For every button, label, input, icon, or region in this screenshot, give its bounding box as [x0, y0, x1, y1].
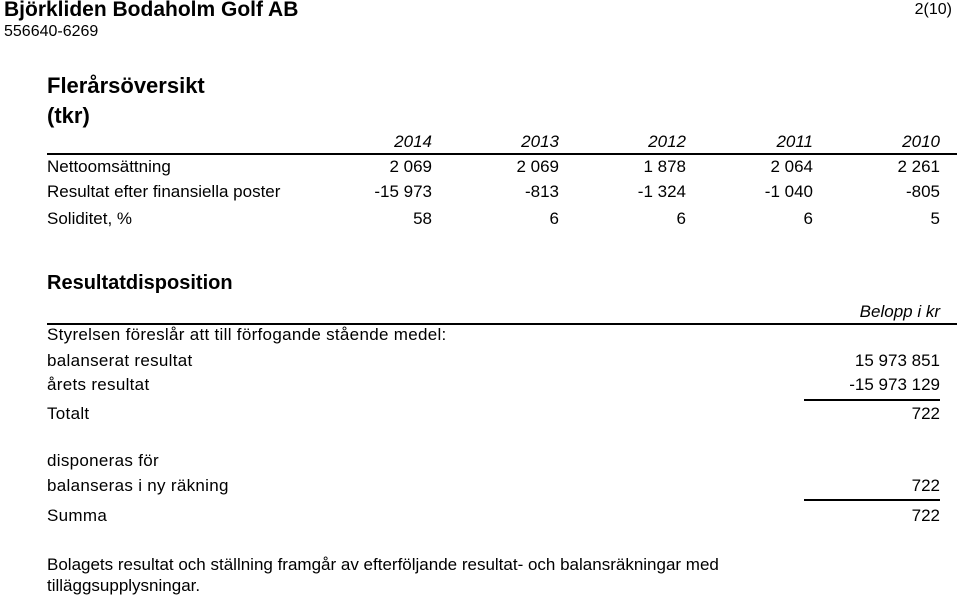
cell-value: -805	[905, 182, 940, 201]
dispose-heading: disponeras för	[47, 451, 159, 470]
dispose-label: balanseras i ny räkning	[47, 476, 229, 495]
disposition-intro: Styrelsen föreslår att till förfogande stående medel:	[47, 325, 447, 344]
cell-value: 2 064	[770, 157, 813, 176]
year-header: 2010	[902, 132, 940, 151]
overview-subtitle: (tkr)	[47, 103, 90, 128]
company-name: Björkliden Bodaholm Golf AB	[4, 0, 299, 21]
cell-value: -813	[524, 182, 559, 201]
unit-label: Belopp i kr	[859, 302, 940, 321]
year-header: 2011	[776, 132, 813, 151]
cell-value: 2 069	[389, 157, 432, 176]
sum-label: Summa	[47, 506, 108, 525]
item-value: 15 973 851	[854, 351, 940, 370]
total-label: Totalt	[47, 404, 90, 423]
cell-value: 6	[803, 209, 813, 228]
cell-value: -1 324	[637, 182, 686, 201]
cell-value: -15 973	[374, 182, 432, 201]
year-header: 2014	[394, 132, 432, 151]
cell-value: 1 878	[643, 157, 686, 176]
total-value: 722	[911, 404, 940, 423]
disposition-title: Resultatdisposition	[47, 272, 233, 294]
cell-value: 5	[930, 209, 940, 228]
subtotal-rule	[804, 399, 940, 401]
cell-value: 2 261	[897, 157, 940, 176]
row-label: Nettoomsättning	[47, 157, 171, 176]
footer-text-line2: tilläggsupplysningar.	[47, 576, 201, 595]
overview-title: Flerårsöversikt	[47, 73, 205, 98]
year-header: 2013	[521, 132, 559, 151]
dispose-value: 722	[911, 476, 940, 495]
cell-value: 6	[549, 209, 559, 228]
cell-value: 6	[676, 209, 686, 228]
sum-rule	[804, 499, 940, 501]
footer-text-line1: Bolagets resultat och ställning framgår av efterföljande resultat- och balansräkningar med	[47, 555, 719, 574]
header-rule	[47, 153, 957, 155]
year-header: 2012	[648, 132, 686, 151]
row-label: Soliditet, %	[47, 209, 133, 228]
item-value: -15 973 129	[849, 375, 940, 394]
item-label: balanserat resultat	[47, 351, 193, 370]
cell-value: 58	[413, 209, 432, 228]
sum-value: 722	[911, 506, 940, 525]
row-label: Resultat efter finansiella poster	[47, 182, 281, 201]
org-number: 556640-6269	[4, 23, 99, 40]
cell-value: -1 040	[764, 182, 813, 201]
item-label: årets resultat	[47, 375, 150, 394]
page-number: 2(10)	[914, 1, 952, 18]
cell-value: 2 069	[516, 157, 559, 176]
